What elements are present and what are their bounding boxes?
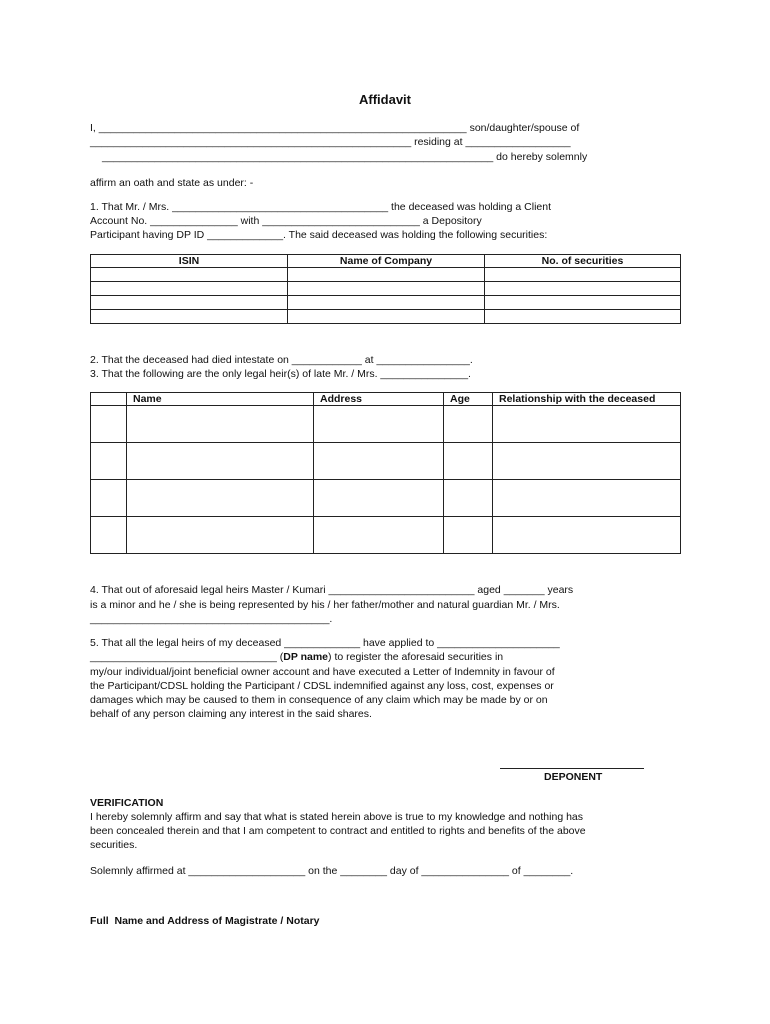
table-cell[interactable] [127, 517, 314, 554]
dp-name-label: DP name [283, 651, 329, 663]
clause-4-line-1: 4. That out of aforesaid legal heirs Master / Kumari _________________________ aged _______ years [90, 584, 574, 596]
table-cell[interactable] [127, 406, 314, 443]
table-cell[interactable] [314, 480, 444, 517]
magistrate-notary-label: Full Name and Address of Magistrate / Notary [90, 915, 320, 927]
table-row [91, 310, 681, 324]
clause-4-line-3: _________________________________________. [90, 613, 333, 625]
securities-table [90, 254, 681, 324]
table-row [91, 296, 681, 310]
clause-5-line-3: my/our individual/joint beneficial owner account and have executed a Letter of Indemnity in favour of [90, 666, 555, 678]
intro-line-4: affirm an oath and state as under: - [90, 177, 254, 189]
solemnly-affirmed-line: Solemnly affirmed at ____________________ on the ________ day of _______________ of ________. [90, 865, 574, 877]
intro-line-1: I, _______________________________________________________________ son/daughter/spouse of [90, 122, 580, 134]
clause-5-line-2-post: ) to register the aforesaid securities in [328, 651, 504, 663]
header-no-of-securities: No. of securities [485, 255, 681, 268]
table-cell[interactable] [485, 296, 681, 310]
table-cell[interactable] [91, 406, 127, 443]
heirs-table [90, 392, 681, 554]
table-cell[interactable] [485, 310, 681, 324]
clause-5-line-2 [90, 651, 503, 664]
clause-5-line-4: the Participant/CDSL holding the Participant / CDSL indemnified against any loss, cost, expenses or [90, 680, 554, 692]
header-name-of-company: Name of Company [288, 255, 485, 268]
verification-line-1: I hereby solemnly affirm and say that what is stated herein above is true to my knowledge and nothing has [90, 811, 584, 823]
table-cell[interactable] [288, 268, 485, 282]
table-cell[interactable] [493, 406, 681, 443]
intro-line-3: ___________________________________________________________________ do hereby solemnly [102, 151, 588, 163]
table-cell[interactable] [91, 443, 127, 480]
clause-1-line-3: Participant having DP ID _____________. The said deceased was holding the following securities: [90, 229, 548, 241]
header-blank [91, 393, 127, 406]
clause-5-line-1: 5. That all the legal heirs of my deceased _____________ have applied to _____________________ [90, 637, 560, 649]
deponent-signature-line [500, 768, 644, 769]
table-row [91, 517, 681, 554]
clause-1-line-2: Account No. _______________ with ___________________________ a Depository [90, 215, 482, 227]
header-relationship: Relationship with the deceased [493, 393, 681, 406]
table-row [91, 406, 681, 443]
table-cell[interactable] [493, 480, 681, 517]
header-isin: ISIN [91, 255, 288, 268]
table-cell[interactable] [493, 443, 681, 480]
clause-5-line-2-pre: ________________________________ ( [90, 651, 284, 663]
clause-3-line: 3. That the following are the only legal heir(s) of late Mr. / Mrs. _______________. [90, 368, 471, 380]
deponent-label: DEPONENT [544, 771, 603, 783]
table-cell[interactable] [288, 296, 485, 310]
clause-1-line-1: 1. That Mr. / Mrs. _____________________________________ the deceased was holding a Client [90, 201, 551, 213]
table-cell[interactable] [91, 282, 288, 296]
heirs-header-row [91, 393, 681, 406]
table-cell[interactable] [91, 310, 288, 324]
table-cell[interactable] [91, 296, 288, 310]
verification-line-3: securities. [90, 839, 138, 851]
clause-5-line-5: damages which may be caused to them in consequence of any claim which may be made by or on [90, 694, 548, 706]
table-cell[interactable] [314, 517, 444, 554]
table-cell[interactable] [288, 282, 485, 296]
table-cell[interactable] [485, 282, 681, 296]
table-cell[interactable] [493, 517, 681, 554]
table-row [91, 282, 681, 296]
table-cell[interactable] [444, 517, 493, 554]
table-cell[interactable] [91, 480, 127, 517]
header-name: Name [127, 393, 314, 406]
table-row [91, 443, 681, 480]
header-age: Age [444, 393, 493, 406]
header-address: Address [314, 393, 444, 406]
clause-4-line-2: is a minor and he / she is being represented by his / her father/mother and natural guardian Mr. / Mrs. [90, 599, 560, 611]
securities-header-row [91, 255, 681, 268]
table-row [91, 480, 681, 517]
table-cell[interactable] [314, 406, 444, 443]
verification-heading: VERIFICATION [90, 797, 164, 809]
verification-line-2: been concealed therein and that I am competent to contract and entitled to rights and benefits of the above [90, 825, 586, 837]
document-title: Affidavit [359, 92, 411, 107]
table-cell[interactable] [91, 517, 127, 554]
table-cell[interactable] [485, 268, 681, 282]
table-cell[interactable] [91, 268, 288, 282]
clause-2-line: 2. That the deceased had died intestate on ____________ at ________________. [90, 354, 473, 366]
table-cell[interactable] [127, 480, 314, 517]
table-cell[interactable] [444, 480, 493, 517]
table-cell[interactable] [444, 443, 493, 480]
table-row [91, 268, 681, 282]
intro-line-2: _______________________________________________________ residing at __________________ [90, 136, 571, 148]
table-cell[interactable] [314, 443, 444, 480]
table-cell[interactable] [444, 406, 493, 443]
table-cell[interactable] [288, 310, 485, 324]
clause-5-line-6: behalf of any person claiming any interest in the said shares. [90, 708, 372, 720]
table-cell[interactable] [127, 443, 314, 480]
